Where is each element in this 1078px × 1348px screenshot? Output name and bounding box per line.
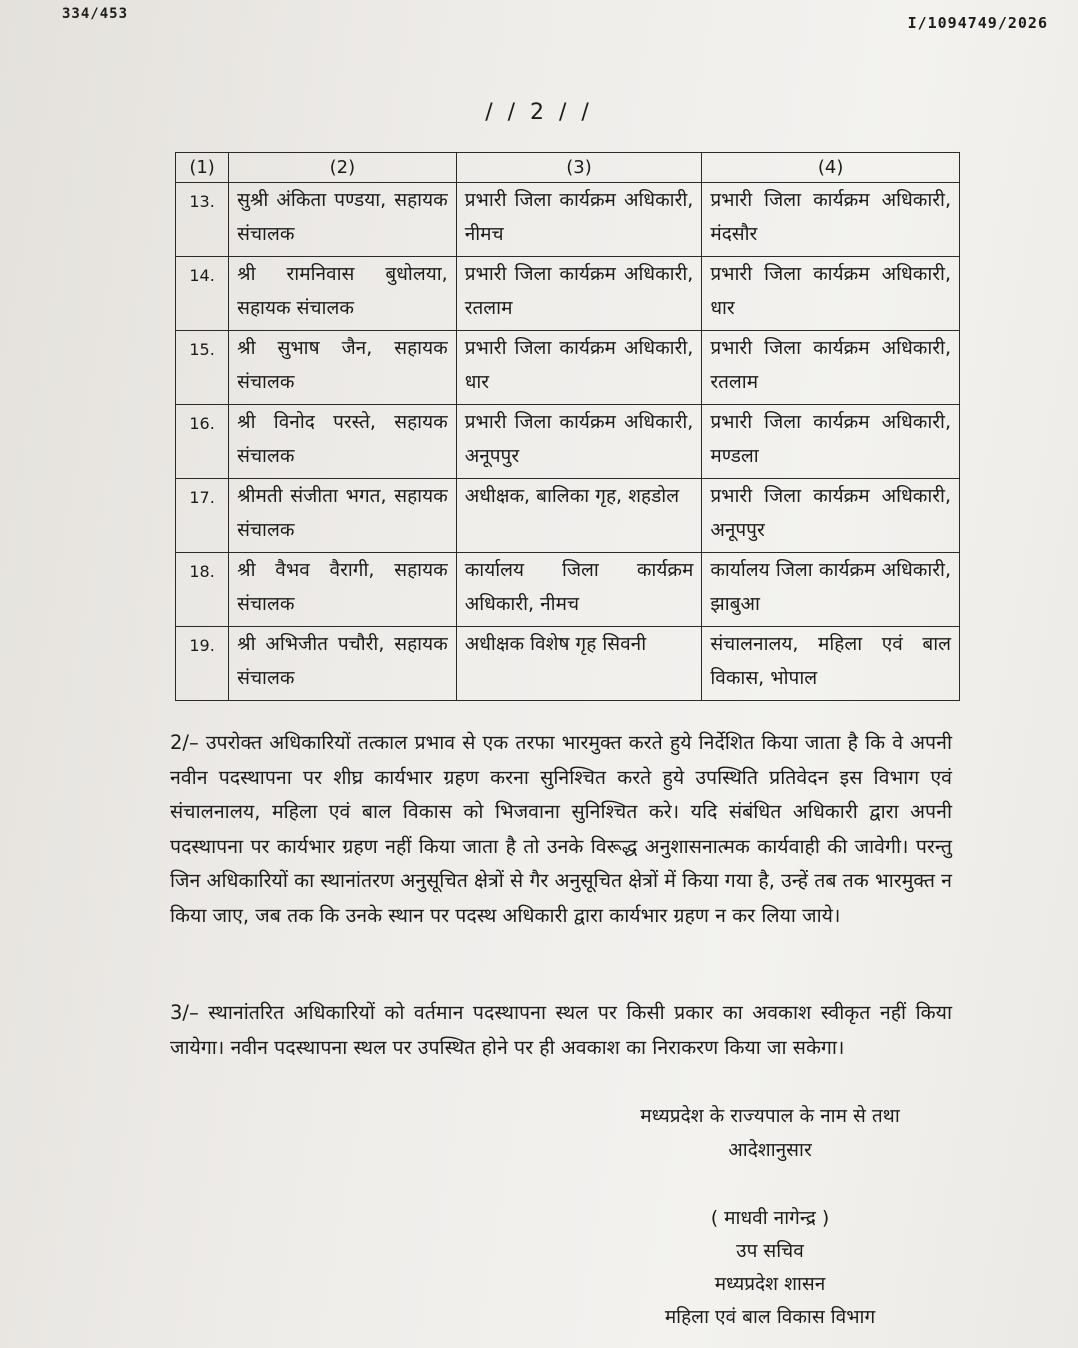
- new-posting: कार्यालय जिला कार्यक्रम अधिकारी, झाबुआ: [702, 553, 960, 627]
- header-col-1: (1): [176, 153, 229, 183]
- serial-number: 14.: [176, 257, 229, 331]
- table-row: [176, 257, 960, 331]
- officer-name: श्री विनोद परस्ते, सहायक संचालक: [229, 405, 457, 479]
- signatory-name: ( माधवी नागेन्द्र ): [710, 1207, 830, 1229]
- new-posting: प्रभारी जिला कार्यक्रम अधिकारी, धार: [702, 257, 960, 331]
- table-row: [176, 479, 960, 553]
- table-row: [176, 553, 960, 627]
- header-col-2: (2): [229, 153, 457, 183]
- serial-number: 17.: [176, 479, 229, 553]
- signature-authority-line-1: मध्यप्रदेश के राज्यपाल के नाम से तथा: [640, 1105, 900, 1127]
- new-posting: प्रभारी जिला कार्यक्रम अधिकारी, रतलाम: [702, 331, 960, 405]
- current-posting: प्रभारी जिला कार्यक्रम अधिकारी, धार: [456, 331, 702, 405]
- new-posting: प्रभारी जिला कार्यक्रम अधिकारी, अनूपपुर: [702, 479, 960, 553]
- reference-number-right: I/1094749/2026: [907, 14, 1048, 32]
- signatory-department: महिला एवं बाल विकास विभाग: [664, 1306, 876, 1328]
- signatory-designation: उप सचिव: [736, 1240, 804, 1262]
- current-posting: कार्यालय जिला कार्यक्रम अधिकारी, नीमच: [456, 553, 702, 627]
- paragraph-2-relieving-instructions: 2/– उपरोक्त अधिकारियों तत्काल प्रभाव से एक तरफा भारमुक्त करते हुये निर्देशित किया जाता है कि वे अपनी नवीन पदस्थापना पर शीघ्र कार्यभार ग्रहण करना सुनिश्चित करते हुये उपस्थिति प्रतिवेदन इस विभाग एवं संचालनालय, महिला एवं बाल विकास को भिजवाना सुनिश्चित करे। यदि संबंधित अधिकारी द्वारा अपनी पदस्थापना पर कार्यभार ग्रहण नहीं किया जाता है तो उनके विरूद्ध अनुशासनात्मक कार्यवाही की जावेगी। परन्तु जिन अधिकारियों का स्थानांतरण अनुसूचित क्षेत्रों से गैर अनुसूचित क्षेत्रों में किया गया है, उन्हें तब तक भारमुक्त न किया जाए, जब तक कि उनके स्थान पर पदस्थ अधिकारी द्वारा कार्यभार ग्रहण न कर लिया जाये।: [170, 731, 952, 927]
- officer-name: श्री वैभव वैरागी, सहायक संचालक: [229, 553, 457, 627]
- serial-number: 19.: [176, 627, 229, 701]
- officer-name: श्री रामनिवास बुधोलया, सहायक संचालक: [229, 257, 457, 331]
- header-col-4: (4): [702, 153, 960, 183]
- table-row: [176, 627, 960, 701]
- officer-name: श्री अभिजीत पचौरी, सहायक संचालक: [229, 627, 457, 701]
- table-header-row: [176, 153, 960, 183]
- serial-number: 18.: [176, 553, 229, 627]
- new-posting: प्रभारी जिला कार्यक्रम अधिकारी, मंदसौर: [702, 183, 960, 257]
- officer-name: श्री सुभाष जैन, सहायक संचालक: [229, 331, 457, 405]
- serial-number: 16.: [176, 405, 229, 479]
- transfer-table: [175, 152, 960, 701]
- signature-authority-line-2: आदेशानुसार: [728, 1139, 812, 1161]
- reference-number-left: 334/453: [62, 6, 129, 22]
- serial-number: 15.: [176, 331, 229, 405]
- officer-name: सुश्री अंकिता पण्डया, सहायक संचालक: [229, 183, 457, 257]
- current-posting: प्रभारी जिला कार्यक्रम अधिकारी, अनूपपुर: [456, 405, 702, 479]
- current-posting: प्रभारी जिला कार्यक्रम अधिकारी, रतलाम: [456, 257, 702, 331]
- current-posting: अधीक्षक विशेष गृह सिवनी: [456, 627, 702, 701]
- serial-number: 13.: [176, 183, 229, 257]
- table-row: [176, 331, 960, 405]
- current-posting: प्रभारी जिला कार्यक्रम अधिकारी, नीमच: [456, 183, 702, 257]
- signatory-government: मध्यप्रदेश शासन: [714, 1273, 826, 1295]
- new-posting: संचालनालय, महिला एवं बाल विकास, भोपाल: [702, 627, 960, 701]
- current-posting: अधीक्षक, बालिका गृह, शहडोल: [456, 479, 702, 553]
- new-posting: प्रभारी जिला कार्यक्रम अधिकारी, मण्डला: [702, 405, 960, 479]
- officer-name: श्रीमती संजीता भगत, सहायक संचालक: [229, 479, 457, 553]
- page-number: / / 2 / /: [485, 100, 593, 125]
- table-row: [176, 183, 960, 257]
- header-col-3: (3): [456, 153, 702, 183]
- paragraph-3-leave-instructions: 3/– स्थानांतरित अधिकारियों को वर्तमान पदस्थापना स्थल पर किसी प्रकार का अवकाश स्वीकृत नहीं किया जायेगा। नवीन पदस्थापना स्थल पर उपस्थित होने पर ही अवकाश का निराकरण किया जा सकेगा।: [170, 1001, 952, 1059]
- table-row: [176, 405, 960, 479]
